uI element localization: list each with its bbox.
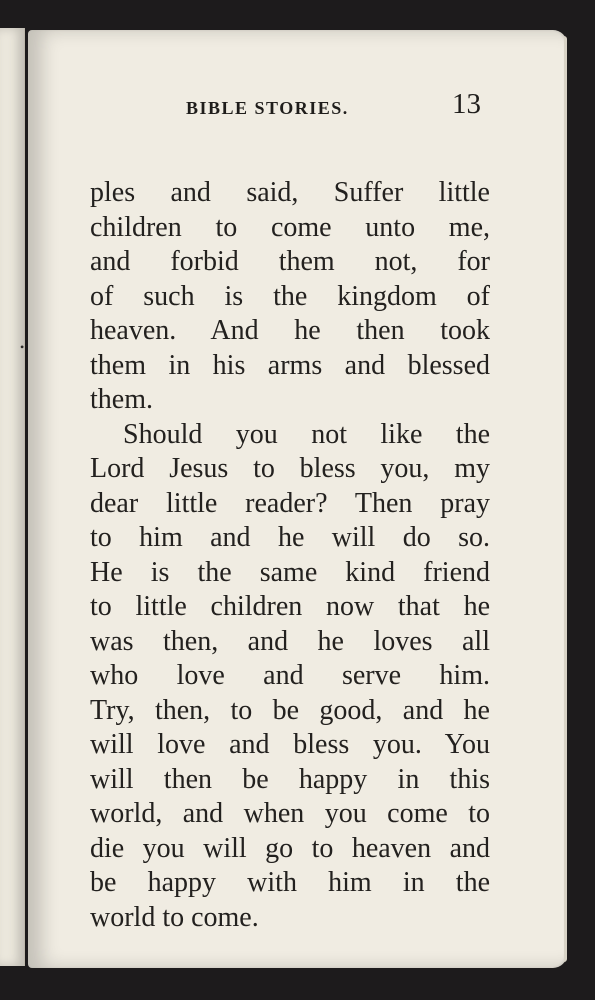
text-line: He is the same kind friend xyxy=(90,556,490,588)
text-line: dear little reader? Then pray xyxy=(90,487,490,519)
text-line: world to come. xyxy=(90,901,259,933)
text-line: them in his arms and blessed xyxy=(90,349,490,381)
text-line: who love and serve him. xyxy=(90,660,490,691)
body-text xyxy=(90,176,490,935)
left-page-mark: • xyxy=(20,340,25,354)
paragraph-start-line: Should you not like the xyxy=(123,418,490,450)
text-line: ples and said, Suffer little xyxy=(90,177,490,208)
text-line: was then, and he loves all xyxy=(90,625,490,657)
text-line: of such is the kingdom of xyxy=(90,280,490,312)
text-line: to little children now that he xyxy=(90,591,490,622)
running-header-title: BIBLE STORIES. xyxy=(186,98,349,118)
text-line: and forbid them not, for xyxy=(90,246,490,277)
text-line: Try, then, to be good, and he xyxy=(90,694,490,726)
text-line: die you will go to heaven and xyxy=(90,832,490,864)
text-line: to him and he will do so. xyxy=(90,522,490,553)
text-line: be happy with him in the xyxy=(90,867,490,898)
text-line: them. xyxy=(90,384,153,415)
text-line: will love and bless you. You xyxy=(90,729,490,760)
text-line: world, and when you come to xyxy=(90,798,490,829)
text-line: heaven. And he then took xyxy=(90,315,490,346)
page-number: 13 xyxy=(452,88,481,120)
text-line: will then be happy in this xyxy=(90,763,490,795)
text-line: Lord Jesus to bless you, my xyxy=(90,453,490,484)
left-page-edge xyxy=(0,28,25,966)
right-page xyxy=(28,30,567,968)
text-line: children to come unto me, xyxy=(90,211,490,243)
